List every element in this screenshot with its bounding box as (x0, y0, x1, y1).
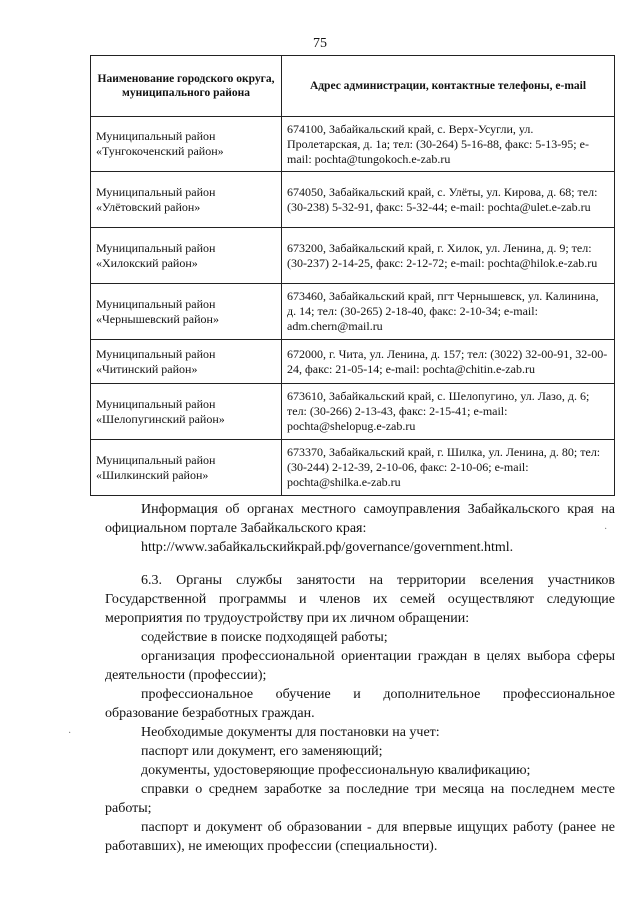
header-municipality: Наименование городского округа, муниципального района (91, 56, 282, 117)
measure-item: содействие в поиске подходящей работы; (141, 630, 388, 645)
measure-item: профессиональное обучение и дополнительное профессиональное образование безработных граждан. (105, 687, 615, 721)
table-row (91, 440, 615, 496)
table-row (91, 172, 615, 228)
municipality-name: Муниципальный район «Хилокский район» (91, 228, 282, 284)
docs-heading: Необходимые документы для постановки на учет: (141, 725, 440, 740)
municipality-name: Муниципальный район «Шилкинский район» (91, 440, 282, 496)
municipality-address: 672000, г. Чита, ул. Ленина, д. 157; тел: (3022) 32-00-91, 32-00-24, факс: 21-05-14; e-mail: pochta@chitin.e-zab.ru (282, 340, 615, 384)
body-text (105, 500, 615, 856)
municipality-address: 673200, Забайкальский край, г. Хилок, ул. Ленина, д. 9; тел: (30-237) 2-14-25, факс: 2-12-72; e-mail: pochta@hilok.e-zab.ru (282, 228, 615, 284)
info-paragraph: Информация об органах местного самоуправления Забайкальского края на официальном портале Забайкальского края: (105, 502, 615, 536)
table-row (91, 340, 615, 384)
table-row (91, 384, 615, 440)
municipality-address: 674100, Забайкальский край, с. Верх-Усугли, ул. Пролетарская, д. 1а; тел: (30-264) 5-16-88, факс: 5-13-95; e-mail: pochta@tungokoch.e-zab.ru (282, 117, 615, 172)
table-row (91, 117, 615, 172)
table-header-row (91, 56, 615, 117)
portal-url: http://www.забайкальскийкрай.рф/governance/government.html. (141, 540, 514, 555)
document-item: документы, удостоверяющие профессиональную квалификацию; (141, 763, 531, 778)
municipality-address: 673610, Забайкальский край, с. Шелопугино, ул. Лазо, д. 6; тел: (30-266) 2-13-43, факс: 2-15-41; e-mail: pochta@shelopug.e-zab.ru (282, 384, 615, 440)
municipality-address: 673370, Забайкальский край, г. Шилка, ул. Ленина, д. 80; тел: (30-244) 2-12-39, 2-10-06, факс: 2-10-06; e-mail: pochta@shilka.e-zab.ru (282, 440, 615, 496)
document-item: паспорт и документ об образовании - для впервые ищущих работу (ранее не работавших), не имеющих профессии (специальности). (105, 820, 615, 854)
measure-item: организация профессиональной ориентации граждан в целях выбора сферы деятельности (профессии); (105, 649, 615, 683)
page-number: 75 (313, 36, 327, 51)
table-row (91, 284, 615, 340)
municipality-address: 674050, Забайкальский край, с. Улёты, ул. Кирова, д. 68; тел: (30-238) 5-32-91, факс: 5-32-44; e-mail: pochta@ulet.e-zab.ru (282, 172, 615, 228)
header-address: Адрес администрации, контактные телефоны, e-mail (282, 56, 615, 117)
table-row (91, 228, 615, 284)
scan-speck: · (604, 524, 608, 535)
municipality-name: Муниципальный район «Шелопугинский район» (91, 384, 282, 440)
municipality-name: Муниципальный район «Улётовский район» (91, 172, 282, 228)
municipality-name: Муниципальный район «Читинский район» (91, 340, 282, 384)
section-6-3: 6.3. Органы службы занятости на территории вселения участников Государственной программы и членов их семей осуществляют следующие мероприятия по трудоустройству при их личном обращении: (105, 573, 615, 626)
municipality-address: 673460, Забайкальский край, пгт Чернышевск, ул. Калинина, д. 14; тел: (30-265) 2-18-40, факс: 2-10-34; e-mail: adm.chern@mail.ru (282, 284, 615, 340)
municipality-name: Муниципальный район «Чернышевский район» (91, 284, 282, 340)
document-item: справки о среднем заработке за последние три месяца на последнем месте работы; (105, 782, 615, 816)
municipality-name: Муниципальный район «Тунгокоченский район» (91, 117, 282, 172)
document-item: паспорт или документ, его заменяющий; (141, 744, 383, 759)
administrations-table (90, 55, 615, 496)
scan-speck: · (68, 728, 72, 739)
